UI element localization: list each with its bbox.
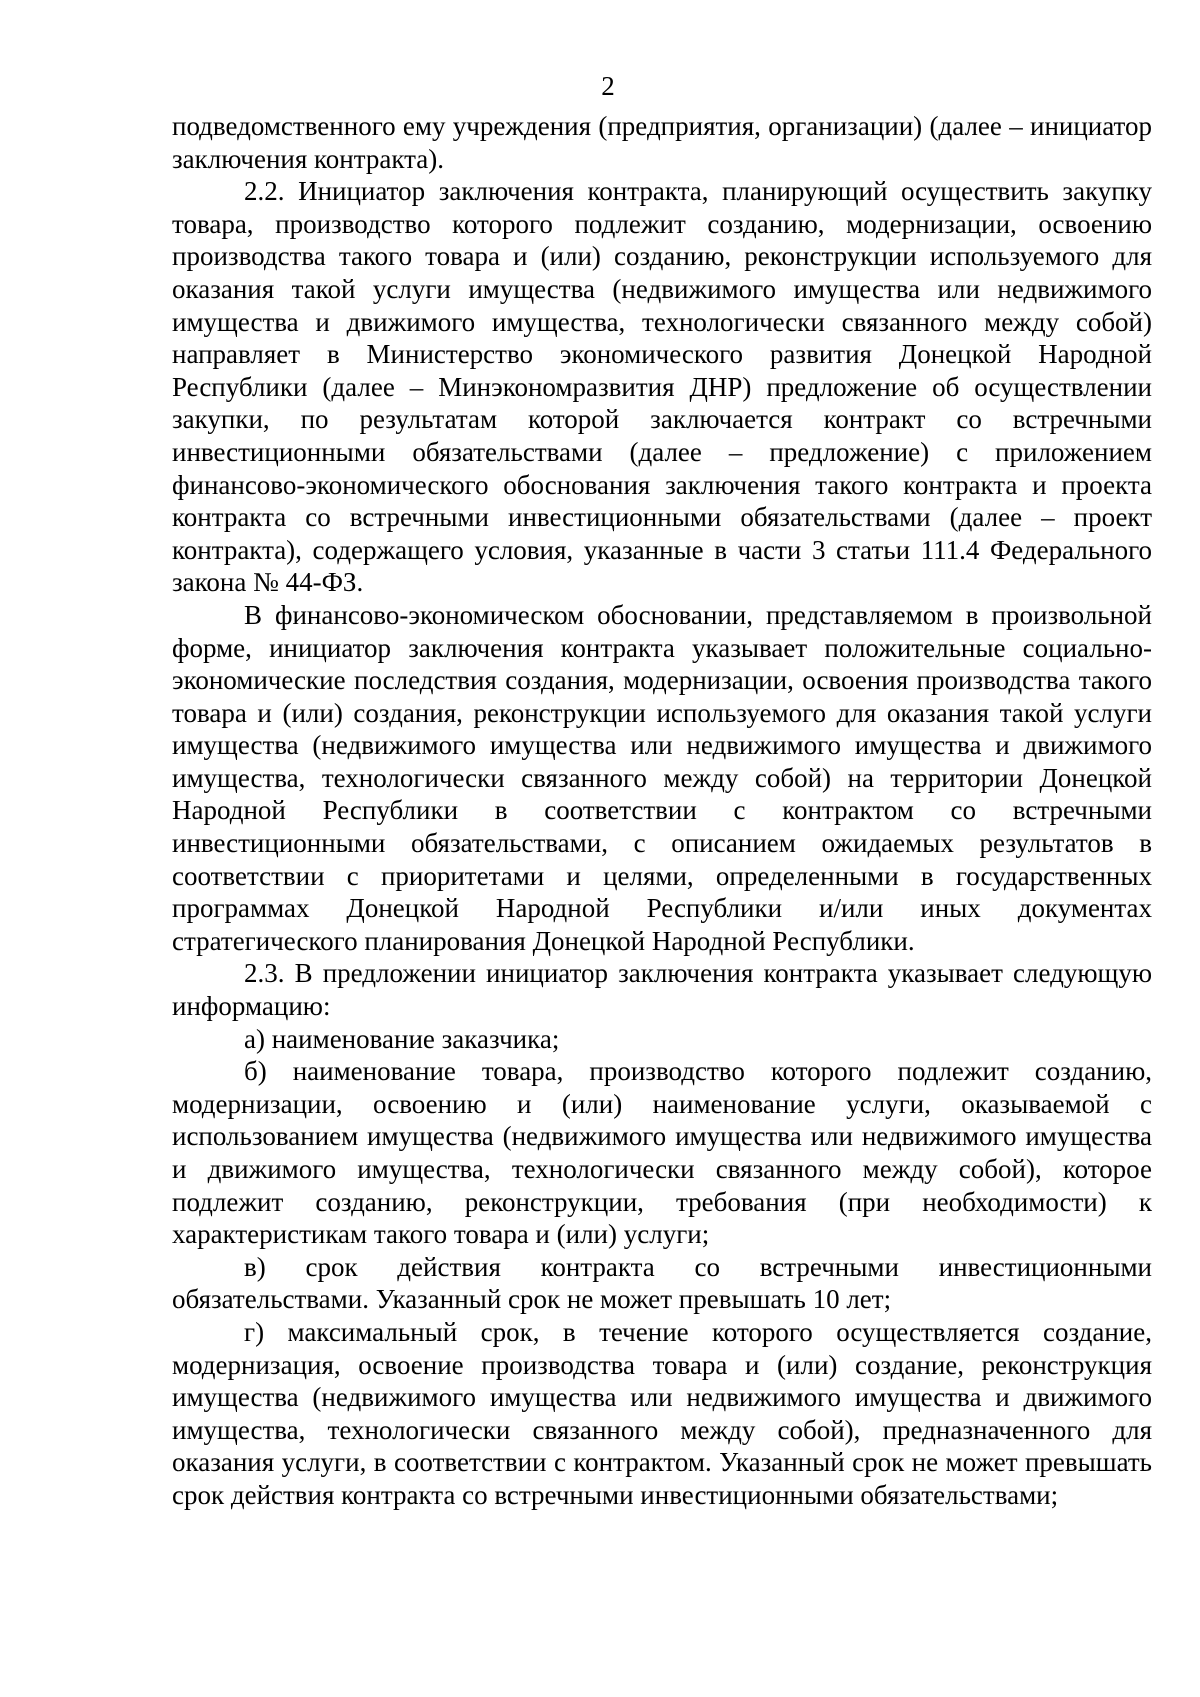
paragraph-continuation: подведомственного ему учреждения (предприятия, организации) (далее – инициатор заключения контракта). bbox=[172, 111, 1152, 174]
document-body bbox=[172, 110, 1152, 1512]
paragraph-2-3: 2.3. В предложении инициатор заключения контракта указывает следующую информацию: bbox=[172, 958, 1152, 1022]
paragraph-2-2: 2.2. Инициатор заключения контракта, планирующий осуществить закупку товара, производство которого подлежит созданию, модернизации, освоению производства такого товара и (или) созданию, реконструкции используемого для оказания такой услуги имущества (недвижимого имущества или недвижимого имущества и движимого имущества, технологически связанного между собой) направляет в Министерство экономического развития Донецкой Народной Республики (далее – Минэкономразвития ДНР) предложение об осуществлении закупки, по результатам которой заключается контракт со встречными инвестиционными обязательствами (далее – предложение) с приложением финансово-экономического обоснования заключения такого контракта и проекта контракта со встречными инвестиционными обязательствами (далее – проект контракта), содержащего условия, указанные в части 3 статьи 111.4 Федерального закона № 44-ФЗ. bbox=[172, 176, 1152, 598]
list-item-b: б) наименование товара, производство которого подлежит созданию, модернизации, освоению и (или) наименование услуги, оказываемой с использованием имущества (недвижимого имущества или недвижимого имущества и движимого имущества, технологически связанного между собой), которое подлежит созданию, реконструкции, требования (при необходимости) к характеристикам такого товара и (или) услуги; bbox=[172, 1056, 1152, 1250]
list-item-g: г) максимальный срок, в течение которого осуществляется создание, модернизация, освоение производства товара и (или) создание, реконструкция имущества (недвижимого имущества или недвижимого имущества и движимого имущества, технологически связанного между собой), предназначенного для оказания услуги, в соответствии с контрактом. Указанный срок не может превышать срок действия контракта со встречными инвестиционными обязательствами; bbox=[172, 1316, 1152, 1510]
list-item-a: а) наименование заказчика; bbox=[244, 1023, 560, 1054]
page-number: 2 bbox=[601, 71, 615, 101]
paragraph-financial-justification: В финансово-экономическом обосновании, представляемом в произвольной форме, инициатор заключения контракта указывает положительные социально-экономические последствия создания, модернизации, освоения производства такого товара и (или) создания, реконструкции используемого для оказания такой услуги имущества (недвижимого имущества или недвижимого имущества и движимого имущества, технологически связанного между собой) на территории Донецкой Народной Республики в соответствии с контрактом со встречными инвестиционными обязательствами, с описанием ожидаемых результатов в соответствии с приоритетами и целями, определенными в государственных программах Донецкой Народной Республики и/или иных документах стратегического планирования Донецкой Народной Республики. bbox=[172, 599, 1152, 956]
list-item-v: в) срок действия контракта со встречными инвестиционными обязательствами. Указанный срок не может превышать 10 лет; bbox=[172, 1251, 1152, 1315]
